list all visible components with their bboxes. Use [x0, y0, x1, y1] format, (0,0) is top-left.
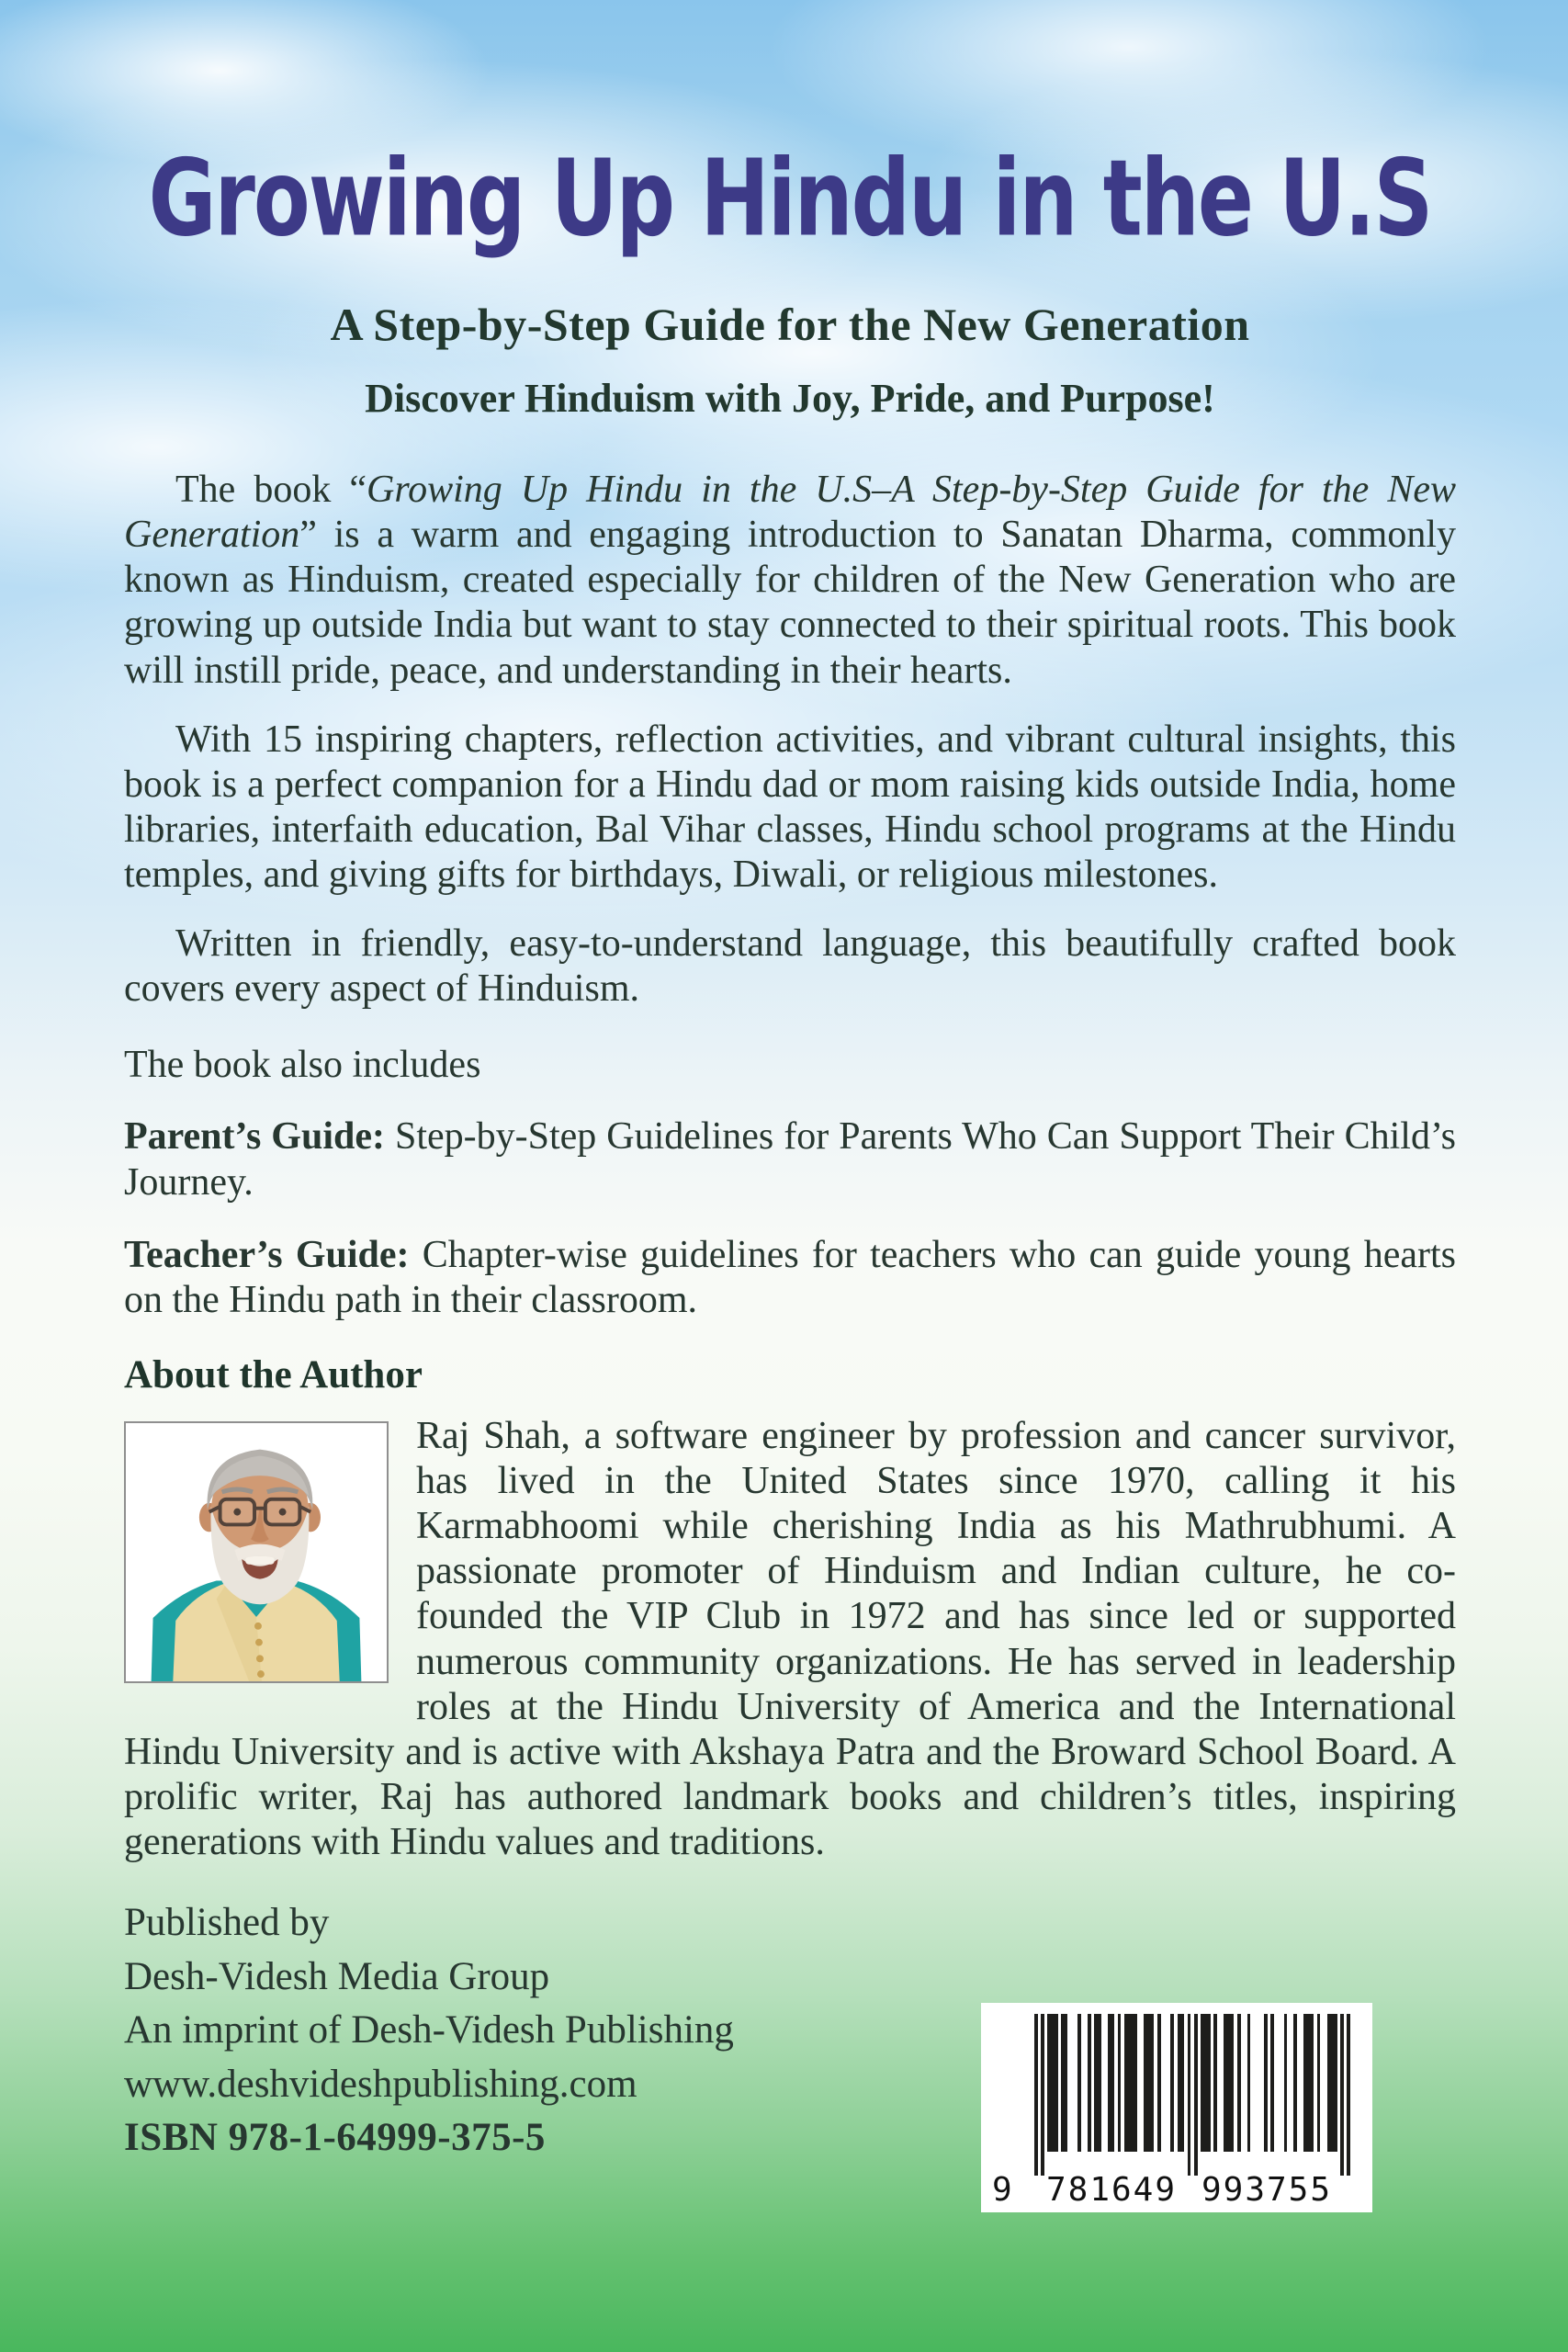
- parents-guide-paragraph: [124, 1114, 1456, 1204]
- author-photo: [124, 1421, 389, 1683]
- publisher-imprint: An imprint of Desh-Videsh Publishing: [124, 2008, 734, 2052]
- author-portrait-illustration: [126, 1423, 387, 1681]
- barcode-digits-left: 781649: [1045, 2171, 1178, 2209]
- isbn-barcode: [981, 2003, 1372, 2212]
- intro-prefix: The book “: [175, 469, 367, 511]
- parents-guide-label: Parent’s Guide:: [124, 1115, 385, 1159]
- chapters-paragraph: With 15 inspiring chapters, reflection activities, and vibrant cultural insights, this book is a perfect companion for a Hindu dad or mom raising kids outside India, home libraries, interfaith education, Bal Vihar classes, Hindu school programs at the Hindu temples, and giving gifts for birthdays, Diwali, or religious milestones.: [124, 718, 1456, 896]
- book-tagline: Discover Hinduism with Joy, Pride, and Purpose!: [365, 376, 1215, 421]
- published-by-line: Published by: [124, 1901, 330, 1945]
- parents-guide-text: Step-by-Step Guidelines for Parents Who Can Support Their Child’s Journey.: [124, 1115, 1456, 1204]
- intro-book-title: Growing Up Hindu in the U.S–A Step-by-Step Guide for the New Generation: [124, 469, 1456, 557]
- barcode-digits: [981, 2003, 1372, 2212]
- barcode-digit-lead: 9: [992, 2171, 1012, 2209]
- isbn-text: ISBN 978-1-64999-375-5: [124, 2116, 546, 2159]
- publisher-name: Desh-Videsh Media Group: [124, 1954, 550, 1998]
- barcode-digits-right: 993755: [1201, 2171, 1333, 2209]
- book-subtitle: A Step-by-Step Guide for the New Generation: [330, 299, 1250, 350]
- intro-paragraph: [124, 468, 1456, 694]
- intro-suffix: ” is a warm and engaging introduction to Sanatan Dharma, commonly known as Hinduism, created especially for children of the New Generation who are growing up outside India but want to stay connected to their spiritual roots. This book will instill pride, peace, and understanding in their hearts.: [124, 514, 1456, 692]
- teachers-guide-text: Chapter-wise guidelines for teachers who can guide young hearts on the Hindu path in their classroom.: [124, 1233, 1457, 1321]
- teachers-guide-paragraph: [124, 1233, 1456, 1323]
- teachers-guide-label: Teacher’s Guide:: [124, 1233, 410, 1276]
- author-bio-paragraph: Raj Shah, a software engineer by profession and cancer survivor, has lived in the United States since 1970, calling it his Karmabhoomi while cherishing India as his Mathrubhumi. A passionate promoter of Hinduism and Indian culture, he co-founded the VIP Club in 1972 and has since led or supported numerous community organizations. He has served in leadership roles at the Hindu University of America and the International Hindu University and is active with Akshaya Patra and the Broward School Board. A prolific writer, Raj has authored landmark books and children’s titles, inspiring generations with Hindu values and traditions.: [124, 1414, 1456, 1863]
- publisher-website: www.deshvideshpublishing.com: [124, 2062, 637, 2106]
- about-author-heading: About the Author: [124, 1352, 423, 1396]
- author-section: [124, 1414, 1456, 1865]
- language-paragraph: Written in friendly, easy-to-understand language, this beautifully crafted book covers every aspect of Hinduism.: [124, 922, 1456, 1011]
- book-title: Growing Up Hindu in the U.S: [148, 137, 1432, 261]
- includes-line: The book also includes: [124, 1044, 481, 1087]
